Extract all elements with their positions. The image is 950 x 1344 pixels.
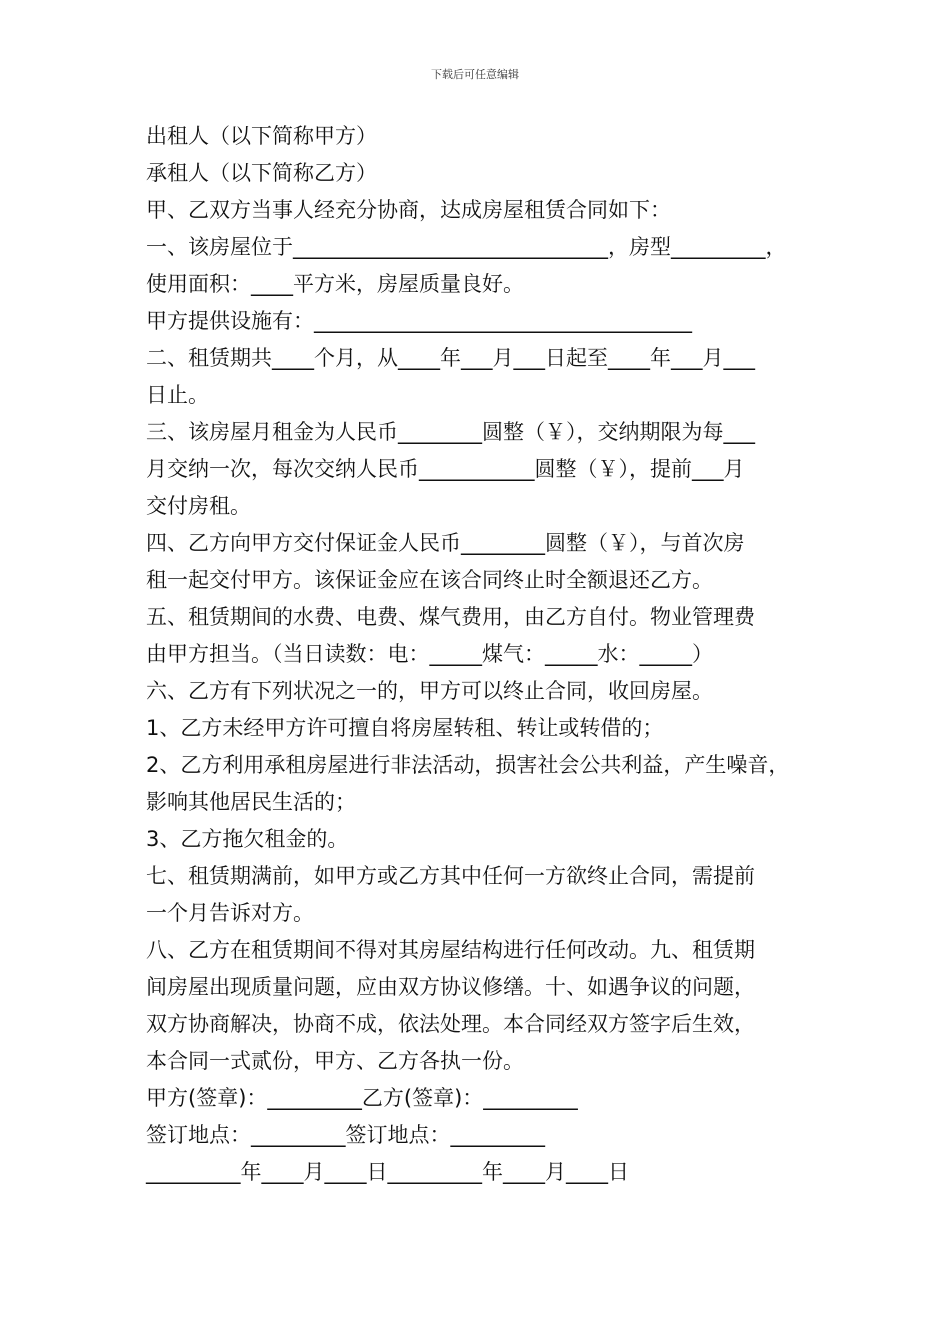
contract-body	[146, 118, 822, 1191]
clause-7-line-2: 一个月告诉对方。	[146, 901, 314, 925]
signature-line: 甲方(签章)：_________乙方(签章)：_________	[146, 1086, 578, 1110]
clause-1-line-2: 使用面积：____平方米，房屋质量良好。	[146, 272, 524, 296]
clause-8-line-2: 间房屋出现质量问题，应由双方协议修缮。十、如遇争议的问题，	[146, 975, 755, 999]
clause-4-line-2: 租一起交付甲方。该保证金应在该合同终止时全额退还乙方。	[146, 568, 713, 592]
page-header: 下载后可任意编辑	[431, 68, 519, 81]
clause-6-item-3: 3、乙方拖欠租金的。	[146, 827, 349, 851]
clause-6-item-2-line-1: 2、乙方利用承租房屋进行非法活动，损害社会公共利益，产生噪音，	[146, 753, 790, 777]
clause-8-line-3: 双方协商解决，协商不成，依法处理。本合同经双方签字后生效，	[146, 1012, 755, 1036]
clause-7-line-1: 七、租赁期满前，如甲方或乙方其中任何一方欲终止合同，需提前	[146, 864, 755, 888]
clause-3-line-3: 交付房租。	[146, 494, 251, 518]
clause-5-line-1: 五、租赁期间的水费、电费、煤气费用，由乙方自付。物业管理费	[146, 605, 755, 629]
clause-2-line-2: 日止。	[146, 383, 209, 407]
clause-2-line-1: 二、租赁期共____个月，从____年___月___日起至____年___月___	[146, 346, 755, 370]
signing-place-line: 签订地点：_________签订地点：_________	[146, 1123, 545, 1147]
lessor-line: 出租人（以下简称甲方）	[146, 124, 377, 148]
lessee-line: 承租人（以下简称乙方）	[146, 161, 377, 185]
clause-6-item-1: 1、乙方未经甲方许可擅自将房屋转租、转让或转借的；	[146, 716, 664, 740]
date-line: _________年____月____日_________年____月____日	[146, 1160, 629, 1184]
clause-4-line-1: 四、乙方向甲方交付保证金人民币________圆整（￥），与首次房	[146, 531, 745, 555]
clause-8-line-1: 八、乙方在租赁期间不得对其房屋结构进行任何改动。九、租赁期	[146, 938, 755, 962]
clause-1-line-1: 一、该房屋位于______________________________，房型_________，	[146, 235, 787, 259]
clause-6-item-2-line-2: 影响其他居民生活的；	[146, 790, 356, 814]
preamble-line: 甲、乙双方当事人经充分协商，达成房屋租赁合同如下：	[146, 198, 671, 222]
facilities-line: 甲方提供设施有：____________________________________	[146, 309, 692, 333]
clause-5-line-2: 由甲方担当。（当日读数：电：_____煤气：_____水：_____）	[146, 642, 713, 666]
clause-6-line: 六、乙方有下列状况之一的，甲方可以终止合同，收回房屋。	[146, 679, 713, 703]
clause-8-line-4: 本合同一式贰份，甲方、乙方各执一份。	[146, 1049, 524, 1073]
clause-3-line-2: 月交纳一次，每次交纳人民币___________圆整（￥），提前___月	[146, 457, 745, 481]
clause-3-line-1: 三、该房屋月租金为人民币________圆整（￥），交纳期限为每___	[146, 420, 755, 444]
